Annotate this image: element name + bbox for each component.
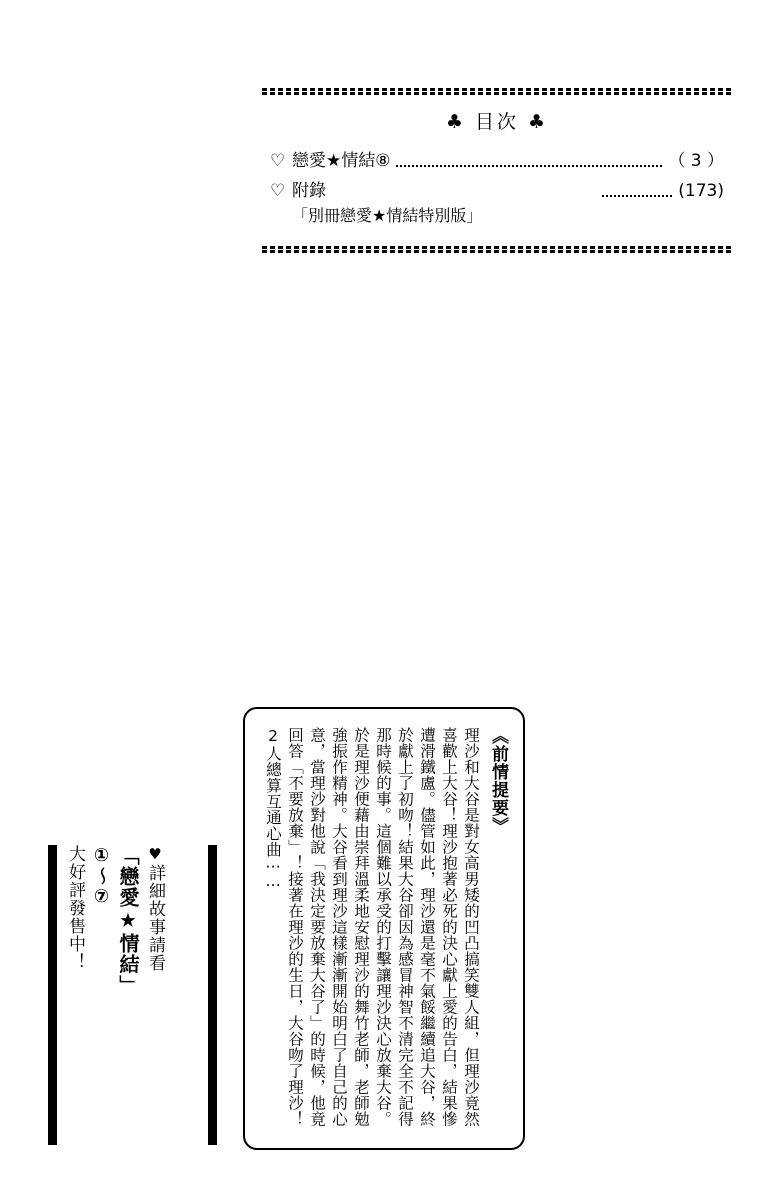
promo-volume-range: ①～⑦ [91,845,112,908]
toc-leader-dots [602,178,672,197]
toc-entry-list [262,148,732,228]
toc-entry-label: 戀愛★情結⑧ [292,151,391,171]
table-of-contents [262,88,732,253]
synopsis-body-text: 理沙和大谷是對女高男矮的凹凸搞笑雙人組，但理沙竟然喜歡上大谷！理沙抱著必死的決心獻上愛的告白，結果慘遭滑鐵盧。儘管如此，理沙還是毫不氣餒繼續追大谷，終於獻上了初吻！結果大谷卻因為感冒神智不清完全不記得那時候的事。這個難以承受的打擊讓理沙決心放棄大谷。於是理沙便藉由崇拜溫柔地安慰理沙的舞竹老師，老師勉強振作精神。大谷看到理沙這樣漸漸開始明白了自己的心意，當理沙對他說「我決定要放棄大谷了」的時候，他竟回答「不要放棄」！接著在理沙的生日，大谷吻了理沙！2人總算互通心曲⋯⋯ [264,727,480,1127]
toc-top-divider [262,88,732,95]
toc-entry-page: （ 3 ） [668,151,724,171]
synopsis-content [259,727,511,1134]
promo-line-detail [143,845,168,1150]
synopsis-panel [243,707,525,1150]
promo-divider-right [208,845,217,1145]
toc-heading: ♣ 目次 ♣ [445,111,549,133]
toc-entry-text [292,148,390,174]
toc-entry-page: (173) [678,181,724,201]
toc-leader-dots [396,148,662,167]
heart-icon: ♡ [270,181,286,201]
promo-availability: 大好評發售中！ [65,845,85,971]
heart-icon: ♡ [270,151,286,171]
synopsis-heading: 《前情提要》 [488,727,508,835]
toc-entry-sublabel: 「別冊戀愛★情結特別版」 [292,206,483,225]
toc-bottom-divider [262,246,732,253]
toc-entry-text [292,178,482,228]
toc-entry[interactable] [270,178,724,228]
toc-entry-label: 附錄 [292,181,326,201]
promo-block [40,845,190,1150]
toc-entry[interactable] [270,148,724,174]
promo-series-title: 「戀愛★情結」 [116,845,140,996]
promo-detail-text: 詳細故事請看 [145,864,165,972]
promo-divider-left [48,845,57,1145]
heart-icon: ♥ [146,845,164,864]
promo-text-columns [40,845,190,1150]
